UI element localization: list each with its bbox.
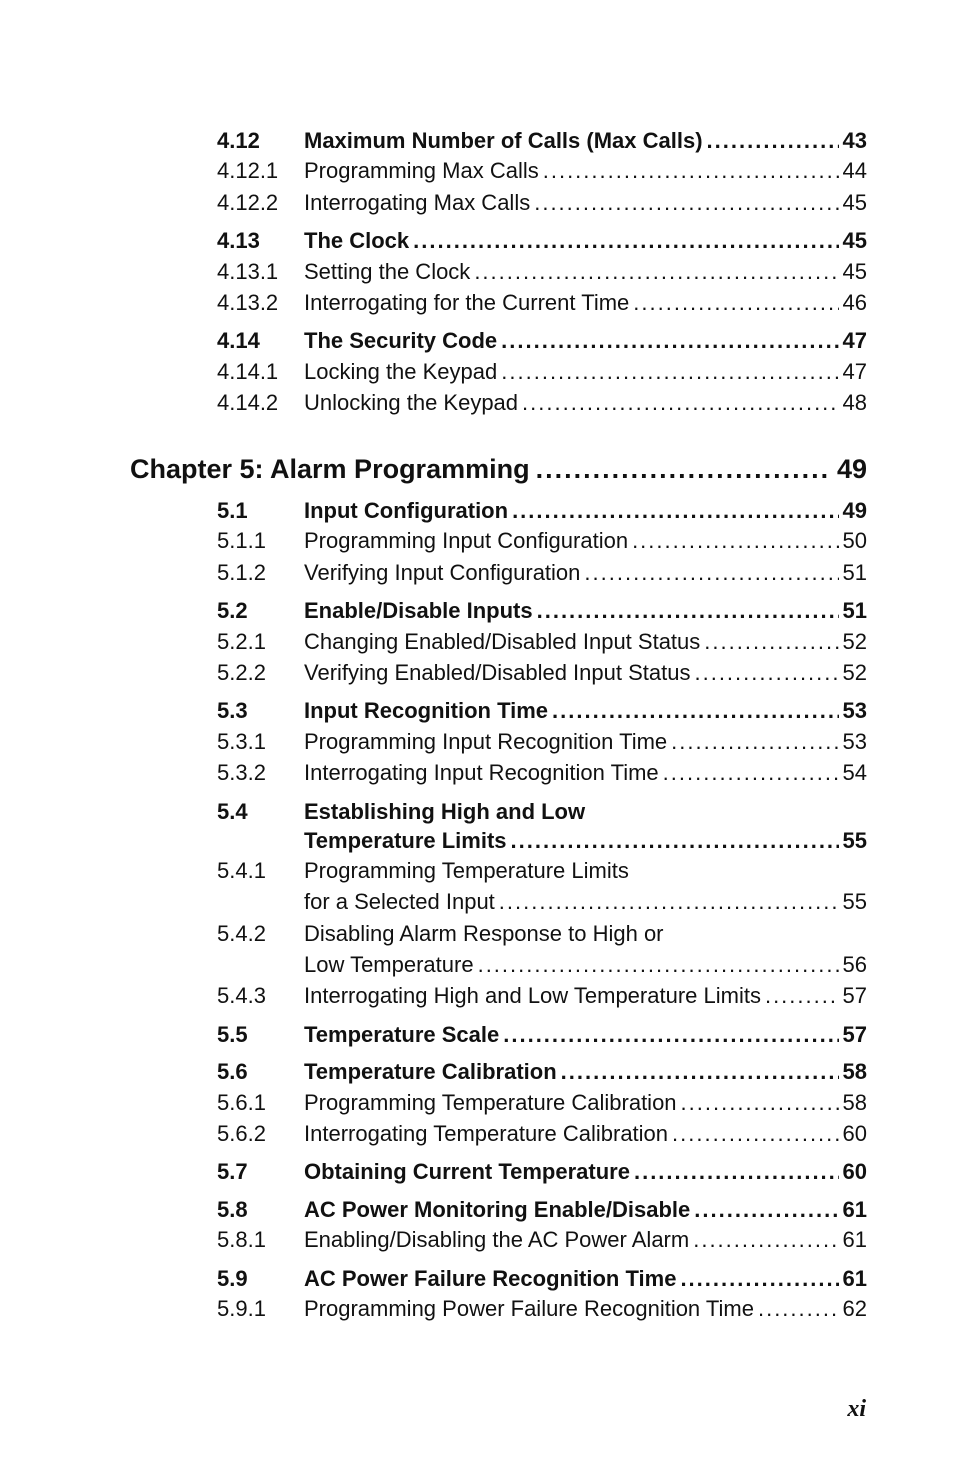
toc-entry-number: 5.4.1 (217, 858, 266, 883)
toc-entry-page: 44 (842, 158, 867, 183)
dot-leader (765, 982, 839, 1010)
toc-entry-page: 60 (842, 1121, 867, 1146)
toc-entry-title: Interrogating Max Calls (304, 190, 531, 215)
dot-leader (680, 1265, 838, 1293)
toc-entry-number: 5.6.1 (217, 1090, 266, 1115)
toc-entry-title: Interrogating High and Low Temperature Limits (304, 983, 761, 1008)
toc-entry-number: 5.3.1 (217, 729, 266, 754)
dot-leader (522, 389, 838, 417)
toc-entry-page: 46 (842, 290, 867, 315)
toc-entry-line (304, 1058, 867, 1086)
dot-leader (707, 127, 839, 155)
toc-entry-title: Temperature Limits (304, 828, 507, 853)
toc-entry-page: 55 (842, 889, 867, 914)
toc-entry-page: 54 (842, 760, 867, 785)
toc-entry-page: 61 (842, 1266, 867, 1291)
toc-entry-number: 5.4.3 (217, 983, 266, 1008)
toc-entry-line (304, 258, 867, 286)
toc-entry-number: 5.3 (217, 698, 248, 723)
toc-entry-number: 5.8.1 (217, 1227, 266, 1252)
dot-leader (537, 597, 839, 625)
dot-leader (552, 697, 838, 725)
toc-entry-line (304, 1158, 867, 1186)
toc-entry-page: 48 (842, 390, 867, 415)
toc-entry-line (304, 358, 867, 386)
dot-leader (704, 628, 838, 656)
toc-entry-number: 5.2.1 (217, 629, 266, 654)
toc-entry-title: Obtaining Current Temperature (304, 1159, 630, 1184)
dot-leader (694, 659, 838, 687)
toc-entry-number: 4.14.2 (217, 390, 279, 415)
toc-entry-title: Interrogating Temperature Calibration (304, 1121, 669, 1146)
toc-entry-line (304, 1226, 867, 1254)
dot-leader (478, 951, 839, 979)
toc-entry-number: 5.7 (217, 1159, 248, 1184)
toc-entry-title: Setting the Clock (304, 259, 471, 284)
toc-entry-page: 43 (842, 128, 867, 153)
dot-leader (694, 1196, 838, 1224)
toc-entry-title: Interrogating for the Current Time (304, 290, 630, 315)
toc-entry-number: 5.8 (217, 1197, 248, 1222)
toc-entry-line (304, 127, 867, 155)
toc-entry-number: 4.13.2 (217, 290, 279, 315)
toc-entry-line (304, 189, 867, 217)
dot-leader (474, 258, 838, 286)
toc-entry-number: 5.6.2 (217, 1121, 266, 1146)
toc-entry-number: 4.12 (217, 128, 260, 153)
toc-entry-title: AC Power Monitoring Enable/Disable (304, 1197, 691, 1222)
toc-entry-number: 5.5 (217, 1022, 248, 1047)
dot-leader (511, 827, 839, 855)
toc-entry-line (304, 827, 867, 855)
toc-entry-line (304, 888, 867, 916)
toc-entry-line (304, 157, 867, 185)
toc-entry-title: for a Selected Input (304, 889, 495, 914)
toc-entry-title: Input Recognition Time (304, 698, 549, 723)
toc-entry-line (304, 559, 867, 587)
toc-entry-number: 5.4 (217, 799, 248, 824)
toc-entry-line (304, 289, 867, 317)
toc-entry-number: 5.1.1 (217, 528, 266, 553)
toc-entry-line (304, 982, 867, 1010)
toc-entry-number: 5.9 (217, 1266, 248, 1291)
toc-entry-line (304, 1295, 867, 1323)
toc-entry-title: Verifying Enabled/Disabled Input Status (304, 660, 691, 685)
chapter-page: 49 (836, 454, 867, 484)
toc-entry-title: Low Temperature (304, 952, 474, 977)
toc-entry-number: 5.2 (217, 598, 248, 623)
toc-entry-line (304, 951, 867, 979)
toc-entry-title: Programming Temperature Calibration (304, 1090, 677, 1115)
toc-entry-line (304, 1196, 867, 1224)
toc-entry-number: 5.6 (217, 1059, 248, 1084)
toc-entry-page: 45 (842, 228, 867, 253)
toc-entry-page: 47 (842, 359, 867, 384)
toc-entry-title: Programming Input Configuration (304, 528, 629, 553)
toc-entry-page: 52 (842, 629, 867, 654)
dot-leader (693, 1226, 838, 1254)
toc-entry-number: 5.1 (217, 498, 248, 523)
toc-entry-line (304, 597, 867, 625)
toc-entry-number: 5.1.2 (217, 560, 266, 585)
toc-entry-number: 5.3.2 (217, 760, 266, 785)
toc-entry-page: 58 (842, 1059, 867, 1084)
toc-entry-line (304, 697, 867, 725)
toc-entry-line (304, 497, 867, 525)
toc-entry-title-line1: Disabling Alarm Response to High or (304, 921, 664, 946)
toc-entry-number: 4.14.1 (217, 359, 279, 384)
dot-leader (501, 358, 838, 386)
dot-leader (633, 289, 838, 317)
toc-entry-page: 57 (842, 1022, 867, 1047)
toc-entry-page: 47 (842, 328, 867, 353)
toc-entry-page: 51 (842, 560, 867, 585)
dot-leader (584, 559, 838, 587)
dot-leader (543, 157, 839, 185)
dot-leader (503, 1021, 838, 1049)
toc-entry-line (304, 1120, 867, 1148)
toc-entry-line (304, 759, 867, 787)
toc-entry-title: Temperature Scale (304, 1022, 500, 1047)
toc-entry-page: 62 (842, 1296, 867, 1321)
toc-entry-line (304, 659, 867, 687)
dot-leader (672, 1120, 838, 1148)
toc-entry-title: Programming Max Calls (304, 158, 539, 183)
toc-entry-page: 56 (842, 952, 867, 977)
toc-entry-line (304, 728, 867, 756)
toc-entry-page: 61 (842, 1227, 867, 1252)
toc-entry-line (304, 527, 867, 555)
dot-leader (632, 527, 838, 555)
toc-entry-line (304, 1021, 867, 1049)
toc-entry-title: Maximum Number of Calls (Max Calls) (304, 128, 703, 153)
toc-entry-number: 4.12.1 (217, 158, 279, 183)
toc-entry-page: 57 (842, 983, 867, 1008)
toc-entry-title: The Clock (304, 228, 410, 253)
toc-entry-page: 52 (842, 660, 867, 685)
toc-entry-page: 53 (842, 729, 867, 754)
toc-entry-number: 4.12.2 (217, 190, 279, 215)
toc-entry-line (304, 227, 867, 255)
toc-entry-page: 45 (842, 259, 867, 284)
toc-entry-title: Interrogating Input Recognition Time (304, 760, 659, 785)
toc-entry-page: 61 (842, 1197, 867, 1222)
toc-entry-number: 4.13 (217, 228, 260, 253)
dot-leader (671, 728, 838, 756)
toc-entry-title: The Security Code (304, 328, 498, 353)
toc-entry-title-line1: Establishing High and Low (304, 799, 586, 824)
toc-entry-title: Verifying Input Configuration (304, 560, 581, 585)
toc-entry-line (304, 1089, 867, 1117)
dot-leader (501, 327, 838, 355)
dot-leader (534, 189, 838, 217)
chapter-title: Chapter 5: Alarm Programming (130, 454, 530, 484)
dot-leader (561, 1058, 839, 1086)
dot-leader (681, 1089, 839, 1117)
toc-entry-title: Programming Input Recognition Time (304, 729, 668, 754)
toc-entry-page: 60 (842, 1159, 867, 1184)
dot-leader (536, 452, 831, 486)
toc-entry-title: Enable/Disable Inputs (304, 598, 533, 623)
dot-leader (413, 227, 838, 255)
toc-entry-title: AC Power Failure Recognition Time (304, 1266, 677, 1291)
toc-entry-title-line1: Programming Temperature Limits (304, 858, 629, 883)
toc-entry-title: Changing Enabled/Disabled Input Status (304, 629, 701, 654)
toc-entry-number: 4.13.1 (217, 259, 279, 284)
toc-entry-page: 55 (842, 828, 867, 853)
toc-entry-page: 51 (842, 598, 867, 623)
toc-entry-number: 4.14 (217, 328, 260, 353)
toc-entry-title: Unlocking the Keypad (304, 390, 519, 415)
toc-entry-title: Temperature Calibration (304, 1059, 557, 1084)
toc-entry-line (304, 327, 867, 355)
toc-entry-line (304, 389, 867, 417)
toc-entry-number: 5.2.2 (217, 660, 266, 685)
dot-leader (512, 497, 838, 525)
chapter-heading (130, 452, 867, 486)
toc-entry-page: 45 (842, 190, 867, 215)
toc-entry-title: Locking the Keypad (304, 359, 498, 384)
dot-leader (499, 888, 839, 916)
toc-entry-line (304, 628, 867, 656)
page-folio: xi (847, 1396, 866, 1422)
toc-entry-page: 49 (842, 498, 867, 523)
dot-leader (663, 759, 839, 787)
toc-entry-title: Input Configuration (304, 498, 509, 523)
toc-entry-number: 5.4.2 (217, 921, 266, 946)
toc-entry-title: Enabling/Disabling the AC Power Alarm (304, 1227, 690, 1252)
toc-entry-number: 5.9.1 (217, 1296, 266, 1321)
toc-entry-title: Programming Power Failure Recognition Time (304, 1296, 754, 1321)
toc-entry-page: 58 (842, 1090, 867, 1115)
toc-entry-page: 53 (842, 698, 867, 723)
toc-entry-page: 50 (842, 528, 867, 553)
dot-leader (758, 1295, 839, 1323)
dot-leader (634, 1158, 839, 1186)
toc-entry-line (304, 1265, 867, 1293)
